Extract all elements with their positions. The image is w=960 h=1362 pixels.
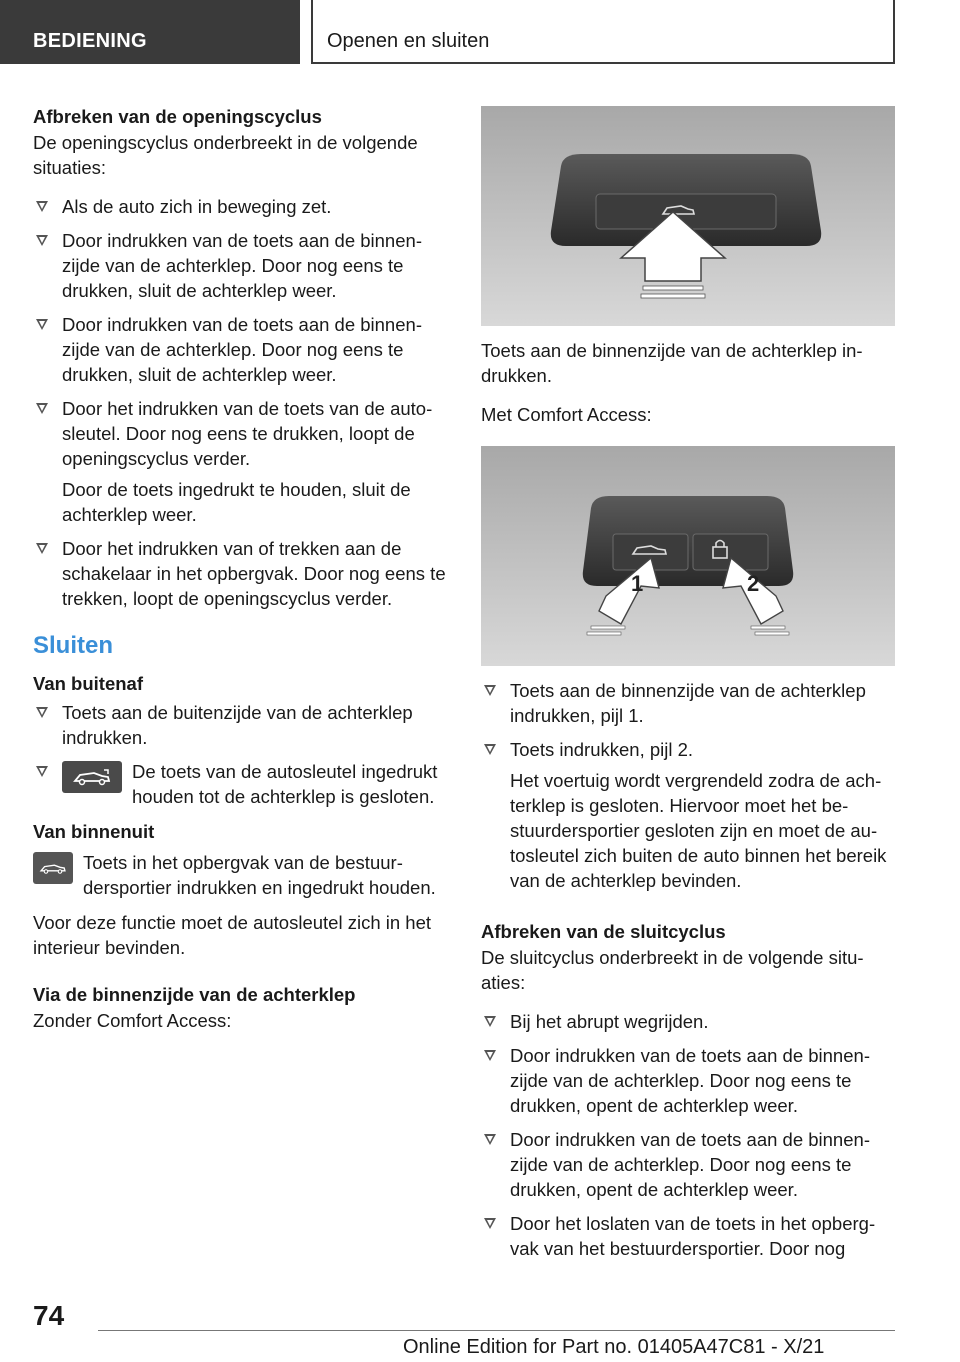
bullet-triangle-icon bbox=[36, 403, 48, 414]
car-tailgate-icon bbox=[33, 852, 73, 884]
paragraph-sluit-intro: De sluitcyclus onderbreekt in de volgende situaties: bbox=[481, 947, 864, 993]
bullet-triangle-icon bbox=[484, 1218, 496, 1229]
list-item: Door het loslaten van de toets in het opbergvak van het bestuurdersportier. Door nog bbox=[481, 1211, 895, 1261]
bullet-triangle-icon bbox=[36, 766, 48, 777]
list-item: De toets van de autosleutel ingedrukt houden tot de achterklep is gesloten. bbox=[33, 759, 449, 809]
list-item: Toets aan de buitenzijde van de achterklep indrukken. bbox=[33, 700, 449, 750]
bullet-triangle-icon bbox=[484, 1050, 496, 1061]
list-item: Toets indrukken, pijl 2. Het voertuig wordt vergrendeld zodra de achterklep is gesloten. Hiervoor moet het bestuurdersportier gesloten zijn en moet de autosleutel zich buiten de auto binnen het bereik van de achterklep bevinden. bbox=[481, 737, 895, 893]
page-number: 74 bbox=[33, 1300, 65, 1331]
list-sluit-interrupt bbox=[481, 1009, 895, 1261]
heading-van-buitenaf: Van buitenaf bbox=[33, 673, 143, 694]
bullet-triangle-icon bbox=[484, 1016, 496, 1027]
heading-van-binnenuit: Van binnenuit bbox=[33, 821, 155, 842]
bullet-triangle-icon bbox=[484, 1134, 496, 1145]
bullet-triangle-icon bbox=[36, 319, 48, 330]
heading-sluiten: Sluiten bbox=[33, 632, 114, 659]
paragraph-zonder-comfort: Zonder Comfort Access: bbox=[33, 1010, 232, 1031]
chapter-title: Openen en sluiten bbox=[327, 30, 490, 52]
list-item: Door het indrukken van of trekken aan de schakelaar in het opbergvak. Door nog eens te trekken, loopt de openingscyclus verder. bbox=[33, 536, 449, 611]
footer-divider bbox=[98, 1330, 895, 1331]
paragraph-binnenuit: Toets in het opbergvak van de bestuurdersportier indrukken en ingedrukt houden. bbox=[33, 850, 449, 900]
paragraph-opening-intro: De openingscyclus onderbreekt in de volgende situaties: bbox=[33, 132, 418, 178]
comfort-access-buttons-photo bbox=[481, 446, 895, 666]
bullet-triangle-icon bbox=[36, 201, 48, 212]
arrow-label-1: 1 bbox=[631, 571, 644, 596]
list-item: Door indrukken van de toets aan de binnenzijde van de achterklep. Door nog eens te drukken, sluit de achterklep weer. bbox=[33, 312, 449, 387]
section-title: BEDIENING bbox=[33, 30, 147, 52]
list-item-note: Door de toets ingedrukt te houden, sluit de achterklep weer. bbox=[62, 479, 411, 525]
heading-via-binnenzijde: Via de binnenzijde van de achterklep bbox=[33, 984, 356, 1005]
list-item: Door indrukken van de toets aan de binnenzijde van de achterklep. Door nog eens te drukken, opent de achterklep weer. bbox=[481, 1127, 895, 1202]
list-item: Door het indrukken van de toets van de autosleutel. Door nog eens te drukken, loopt de openingscyclus verder. Door de toets ingedrukt te houden, sluit de achterklep weer. bbox=[33, 396, 449, 527]
heading-afbreken-sluit: Afbreken van de sluitcyclus bbox=[481, 921, 726, 942]
list-opening-interrupt bbox=[33, 194, 449, 611]
list-item: Door indrukken van de toets aan de binnenzijde van de achterklep. Door nog eens te drukken, sluit de achterklep weer. bbox=[33, 228, 449, 303]
list-item: Door indrukken van de toets aan de binnenzijde van de achterklep. Door nog eens te drukken, opent de achterklep weer. bbox=[481, 1043, 895, 1118]
list-buitenaf bbox=[33, 700, 449, 809]
left-column bbox=[33, 104, 449, 1033]
list-item: Bij het abrupt wegrijden. bbox=[481, 1009, 895, 1034]
arrow-label-2: 2 bbox=[747, 571, 760, 596]
list-item: Als de auto zich in beweging zet. bbox=[33, 194, 449, 219]
paragraph-met-comfort: Met Comfort Access: bbox=[481, 404, 652, 425]
list-item-note: Het voertuig wordt vergrendeld zodra de achterklep is gesloten. Hiervoor moet het bestuurdersportier gesloten zijn en moet de autosleutel zich buiten de auto binnen het bereik van de achterklep bevinden. bbox=[510, 770, 887, 891]
car-tailgate-icon bbox=[62, 761, 122, 793]
bullet-triangle-icon bbox=[36, 235, 48, 246]
tailgate-button-photo bbox=[481, 106, 895, 326]
caption-photo-1: Toets aan de binnenzijde van de achterklep indrukken. bbox=[481, 340, 863, 386]
section-tab bbox=[0, 0, 300, 64]
bullet-triangle-icon bbox=[36, 543, 48, 554]
right-column-lower bbox=[481, 678, 895, 1270]
right-column bbox=[481, 338, 895, 427]
paragraph-interieur: Voor deze functie moet de autosleutel zich in het interieur bevinden. bbox=[33, 912, 432, 958]
list-comfort-access bbox=[481, 678, 895, 893]
bullet-triangle-icon bbox=[36, 707, 48, 718]
heading-afbreken-opening: Afbreken van de openingscyclus bbox=[33, 106, 322, 127]
bullet-triangle-icon bbox=[484, 744, 496, 755]
list-item: Toets aan de binnenzijde van de achterklep indrukken, pijl 1. bbox=[481, 678, 895, 728]
chapter-tab bbox=[311, 0, 895, 64]
footer-edition: Online Edition for Part no. 01405A47C81 - X/21 bbox=[403, 1336, 825, 1358]
bullet-triangle-icon bbox=[484, 685, 496, 696]
